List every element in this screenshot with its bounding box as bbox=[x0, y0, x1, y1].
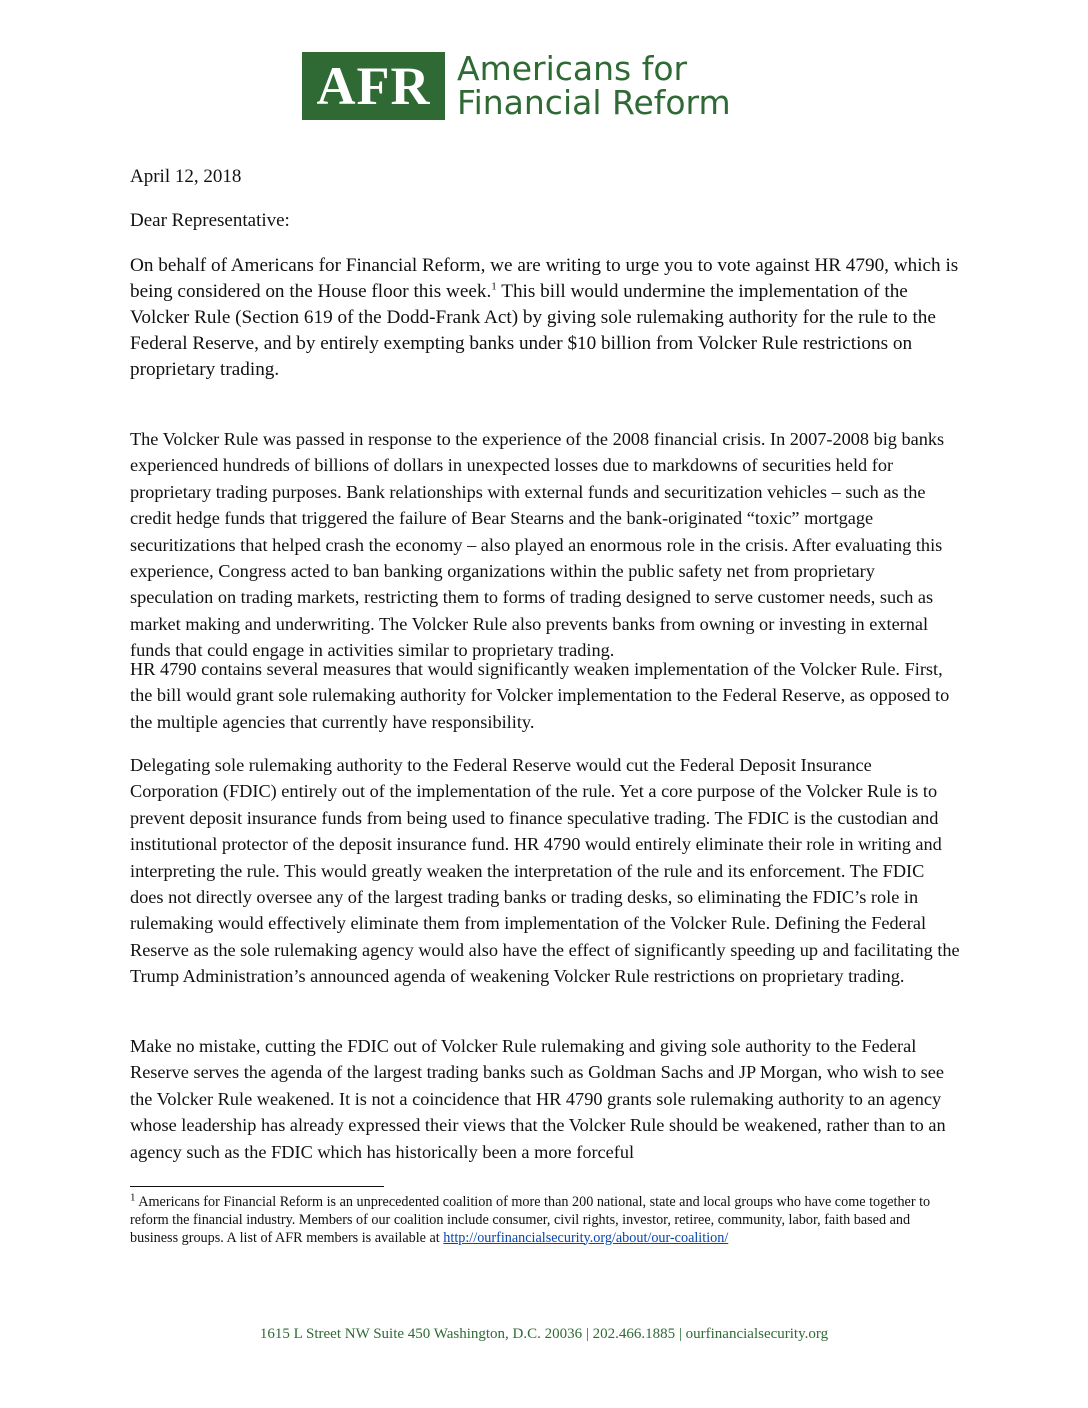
logo-abbrev: AFR bbox=[302, 52, 445, 120]
afr-logo bbox=[302, 49, 731, 122]
footnote bbox=[130, 1191, 960, 1247]
paragraph-intro-text-a: On behalf of Americans for Financial Reform, we are writing to urge you to vote against HR 4790, which is being considered on the House floor this week. bbox=[130, 255, 959, 302]
paragraph-fdic: Delegating sole rulemaking authority to the Federal Reserve would cut the Federal Deposit Insurance Corporation (FDIC) entirely out of the implementation of the rule. Yet a core purpose of the Volcker Rule is to prevent deposit insurance funds from being used to finance speculative trading. The FDIC is the custodian and institutional protector of the deposit insurance fund. HR 4790 would entirely eliminate their role in writing and interpreting the rule. This would greatly weaken the interpretation of the rule and its enforcement. The FDIC does not directly oversee any of the largest trading banks or trading desks, so eliminating the FDIC’s role in rulemaking would effectively eliminate them from implementation of the Volcker Rule. Defining the Federal Reserve as the sole rulemaking agency would also have the effect of significantly speeding up and facilitating the Trump Administration’s announced agenda of weakening Volcker Rule restrictions on proprietary trading. bbox=[130, 755, 960, 987]
footnote-text: Americans for Financial Reform is an unprecedented coalition of more than 200 national, state and local groups who have come together to reform the financial industry. Members of our coalition include consumer, civil rights, investor, retiree, community, labor, faith based and business groups. A list of AFR members is available at bbox=[130, 1194, 931, 1246]
letter-date: April 12, 2018 bbox=[130, 166, 242, 187]
footnote-ref: 1 bbox=[491, 280, 497, 293]
logo-name bbox=[457, 49, 731, 122]
paragraph-intro-text-b: This bill would undermine the implementation of the Volcker Rule (Section 619 of the Dodd-Frank Act) by giving sole rulemaking authority for the rule to the Federal Reserve, and by entirely exempting banks under $10 billion from Volcker Rule restrictions on proprietary trading. bbox=[130, 281, 936, 380]
paragraph-history: The Volcker Rule was passed in response to the experience of the 2008 financial crisis. In 2007-2008 big banks experienced hundreds of billions of dollars in unexpected losses due to markdowns of securities held for proprietary trading purposes. Bank relationships with external funds and securitization vehicles – such as the credit hedge funds that triggered the failure of Bear Stearns and the bank-originated “toxic” mortgage securitizations that helped crash the economy – also played an enormous role in the crisis. After evaluating this experience, Congress acted to ban banking organizations within the public safety net from proprietary speculation on trading markets, restricting them to forms of trading designed to serve customer needs, such as market making and underwriting. The Volcker Rule also prevents banks from owning or investing in external funds that could engage in activities similar to proprietary trading. bbox=[130, 429, 945, 661]
footnote-marker: 1 bbox=[130, 1191, 136, 1204]
paragraph-measures: HR 4790 contains several measures that would significantly weaken implementation of the Volcker Rule. First, the bill would grant sole rulemaking authority for Volcker implementation to the Federal Reserve, as opposed to the multiple agencies that currently have responsibility. bbox=[130, 659, 950, 732]
paragraph-intro bbox=[130, 253, 960, 383]
paragraph-agenda: Make no mistake, cutting the FDIC out of Volcker Rule rulemaking and giving sole authority to the Federal Reserve serves the agenda of the largest trading banks such as Goldman Sachs and JP Morgan, who wish to see the Volcker Rule weakened. It is not a coincidence that HR 4790 grants sole rulemaking authority to an agency whose leadership has already expressed their views that the Volcker Rule should be weakened, rather than to an agency such as the FDIC which has historically been a more forceful bbox=[130, 1036, 946, 1162]
logo-name-line1: Americans for bbox=[457, 49, 688, 88]
letterhead-footer: 1615 L Street NW Suite 450 Washington, D.C. 20036 | 202.466.1885 | ourfinancialsecurity.org bbox=[259, 1326, 829, 1342]
footnote-divider bbox=[130, 1186, 384, 1187]
salutation: Dear Representative: bbox=[130, 210, 290, 231]
coalition-link[interactable]: http://ourfinancialsecurity.org/about/our-coalition/ bbox=[443, 1229, 729, 1246]
logo-name-line2: Financial Reform bbox=[457, 83, 731, 122]
